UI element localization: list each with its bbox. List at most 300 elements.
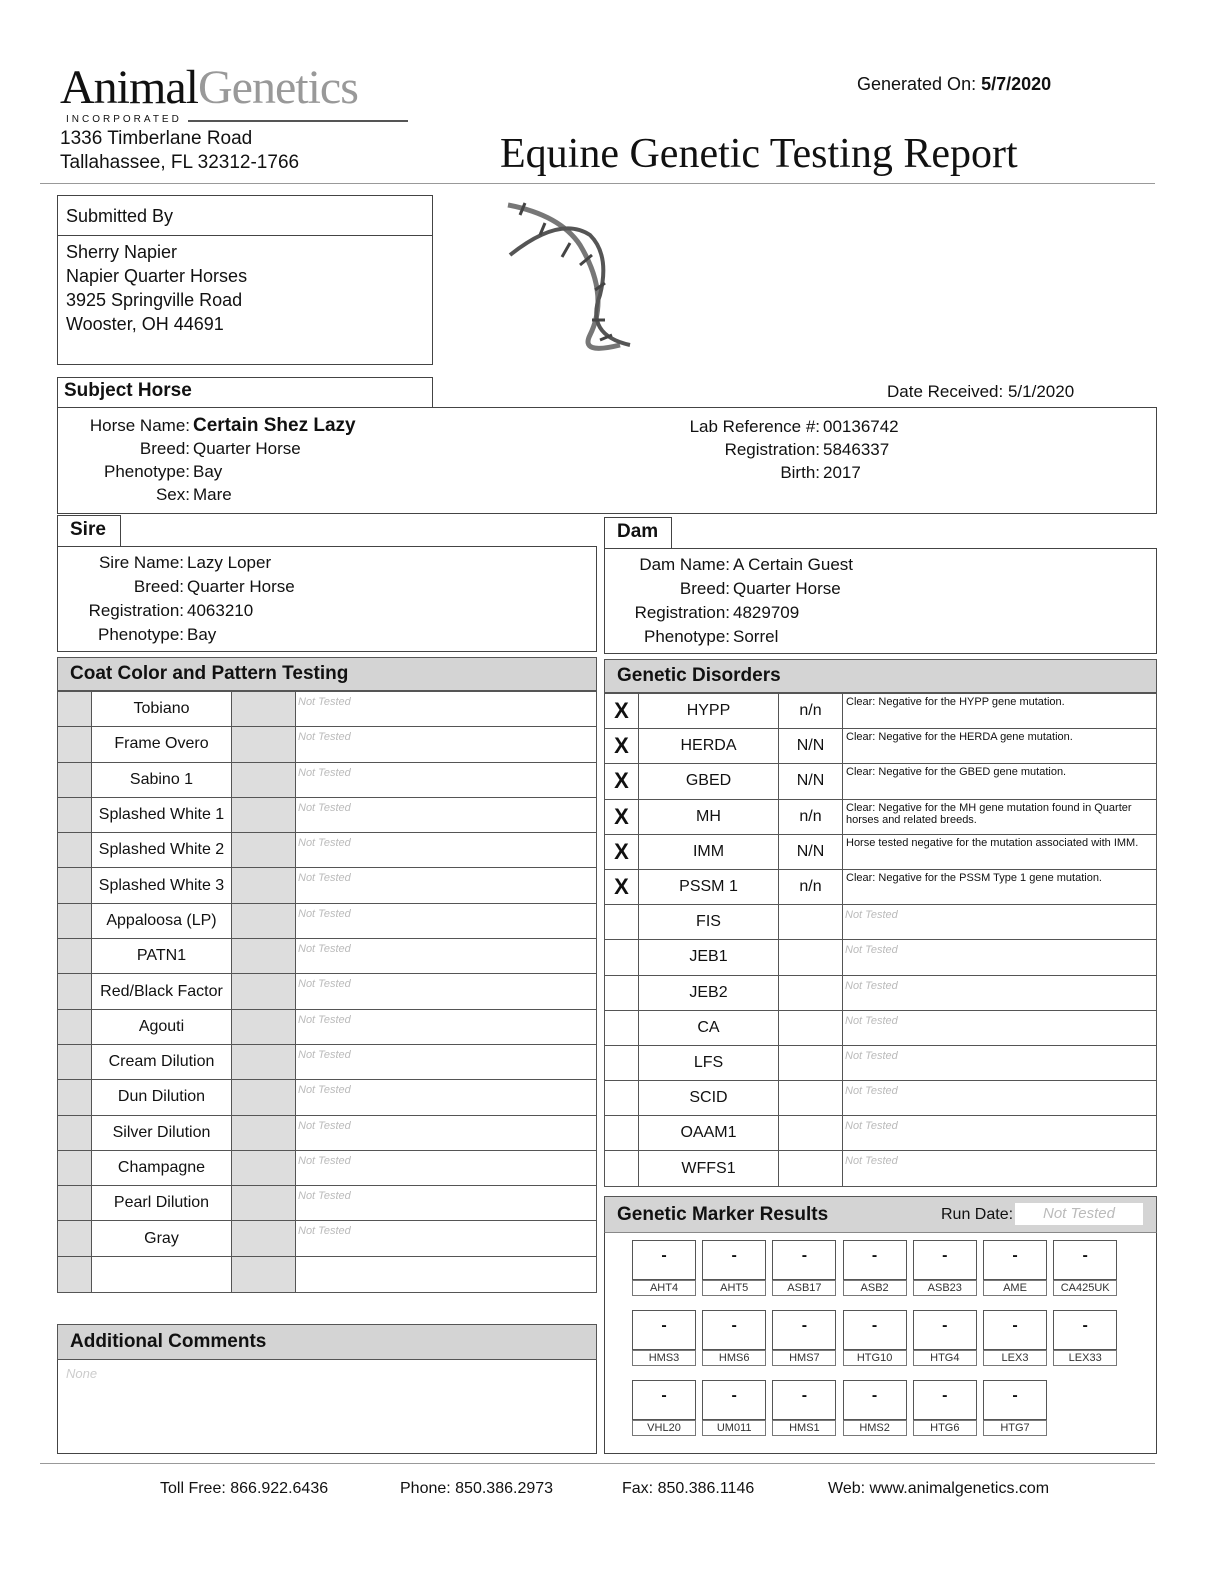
sire-values [187,551,295,647]
marker-label: AHT5 [702,1280,766,1296]
marker-cell [1053,1240,1117,1296]
disorder-mark [605,905,639,940]
disorder-result [779,1010,843,1045]
coat-check-cell [58,833,92,868]
marker-label: HTG4 [913,1350,977,1366]
registration-label: Registration: [724,440,820,459]
coat-not-tested-cell [296,833,597,868]
disorder-not-tested-cell [843,1045,1157,1080]
marker-label: ASB2 [843,1280,907,1296]
marker-label: HTG10 [843,1350,907,1366]
coat-test-name: Sabino 1 [92,762,232,797]
coat-check-cell [58,1115,92,1150]
disorder-result [779,1116,843,1151]
breed-label: Breed: [139,439,190,458]
disorder-mark [605,975,639,1010]
coat-check-cell [58,727,92,762]
marker-value: - [843,1240,907,1280]
marker-cell [702,1310,766,1366]
marker-value: - [1053,1310,1117,1350]
coat-check-cell [58,1221,92,1256]
disorder-not-tested-cell [843,1081,1157,1116]
subject-values [193,414,356,506]
coat-check-cell [58,1080,92,1115]
phenotype-value: Bay [193,462,223,481]
disorder-row [605,1081,1157,1116]
disorder-result [779,905,843,940]
marker-label: HMS3 [632,1350,696,1366]
coat-not-tested: Not Tested [298,1013,351,1026]
marker-cell [913,1380,977,1436]
marker-cell [913,1240,977,1296]
disorder-not-tested-cell [843,1116,1157,1151]
coat-not-tested-cell [296,1009,597,1044]
disorder-mark: X [605,799,639,834]
coat-not-tested-cell [296,1256,597,1292]
submitted-by-lines [58,236,432,336]
coat-test-name: Appaloosa (LP) [92,903,232,938]
disorder-row [605,694,1157,729]
disorder-row [605,1116,1157,1151]
subject-horse-tab [57,377,433,407]
disorder-name: WFFS1 [639,1151,779,1186]
coat-result-cell [232,797,296,832]
marker-cell [1053,1310,1117,1366]
marker-label: HMS2 [843,1420,907,1436]
footer-toll-free: Toll Free: 866.922.6436 [160,1480,329,1497]
coat-check-cell [58,692,92,727]
coat-row [58,833,597,868]
dam-name-label: Dam Name: [639,555,730,574]
disorder-name: MH [639,799,779,834]
subject-labels [60,414,190,506]
disorder-mark: X [605,729,639,764]
coat-test-name-empty [92,1256,232,1292]
coat-not-tested: Not Tested [298,1190,351,1203]
disorders-table [604,693,1157,1187]
markers-section-header [604,1196,1157,1232]
marker-label: LEX33 [1053,1350,1117,1366]
marker-cell [772,1380,836,1436]
coat-not-tested-cell [296,1080,597,1115]
report-title: Equine Genetic Testing Report [500,131,1018,177]
coat-not-tested-cell [296,1115,597,1150]
dam-name: A Certain Guest [733,555,854,574]
lab-ref-value: 00136742 [823,417,899,436]
disorder-not-tested: Not Tested [845,1155,898,1168]
coat-result-cell [232,833,296,868]
disorder-mark: X [605,869,639,904]
coat-row [58,903,597,938]
coat-result-cell [232,868,296,903]
disorder-name: HYPP [639,694,779,729]
dam-registration-label: Registration: [634,603,730,622]
dam-labels [604,553,730,649]
coat-check-cell [58,1186,92,1221]
generated-label: Generated On: [857,74,977,94]
company-address-line2: Tallahassee, FL 32312-1766 [60,152,300,173]
marker-label: VHL20 [632,1420,696,1436]
coat-result-cell [232,1186,296,1221]
coat-result-cell [232,692,296,727]
disorder-name: SCID [639,1081,779,1116]
disorder-row [605,940,1157,975]
run-date-value: Not Tested [1015,1203,1143,1225]
marker-cell [843,1310,907,1366]
comments-box [57,1360,597,1454]
disorder-description: Clear: Negative for the HERDA gene mutation. [843,729,1157,764]
marker-cell [632,1380,696,1436]
submitted-line: Napier Quarter Horses [66,266,248,286]
disorder-name: JEB2 [639,975,779,1010]
coat-row [58,1150,597,1185]
coat-row [58,1009,597,1044]
marker-label: HTG6 [913,1420,977,1436]
disorder-name: PSSM 1 [639,869,779,904]
marker-cell [632,1240,696,1296]
coat-test-name: PATN1 [92,939,232,974]
marker-cell [843,1240,907,1296]
dam-values [733,553,853,649]
coat-not-tested-cell [296,1044,597,1079]
marker-label: UM011 [702,1420,766,1436]
coat-not-tested: Not Tested [298,766,351,779]
marker-value: - [632,1240,696,1280]
coat-not-tested-cell [296,939,597,974]
marker-value: - [702,1240,766,1280]
sire-breed-label: Breed: [133,577,184,596]
coat-section-header: Coat Color and Pattern Testing [57,657,597,691]
sire-phenotype: Bay [187,625,217,644]
coat-not-tested: Not Tested [298,943,351,956]
disorder-result: n/n [779,799,843,834]
coat-test-name: Cream Dilution [92,1044,232,1079]
disorder-row [605,799,1157,834]
coat-test-name: Frame Overo [92,727,232,762]
disorder-name: FIS [639,905,779,940]
disorder-row [605,975,1157,1010]
marker-value: - [772,1380,836,1420]
horse-name: Certain Shez Lazy [193,415,356,436]
coat-row [58,1115,597,1150]
header-divider [40,183,1155,184]
marker-value: - [843,1310,907,1350]
coat-check-cell [58,903,92,938]
marker-cell [913,1310,977,1366]
marker-value: - [632,1310,696,1350]
submitted-line: Wooster, OH 44691 [66,314,224,334]
disorder-not-tested: Not Tested [845,979,898,992]
disorder-row [605,729,1157,764]
disorder-row [605,764,1157,799]
marker-value: - [1053,1240,1117,1280]
sire-tab [57,515,121,547]
dam-breed-label: Breed: [679,579,730,598]
disorder-result: N/N [779,834,843,869]
coat-not-tested: Not Tested [298,1048,351,1061]
coat-not-tested: Not Tested [298,978,351,991]
coat-not-tested-cell [296,727,597,762]
coat-test-name: Gray [92,1221,232,1256]
dna-helix-icon [500,195,650,365]
marker-cell [983,1310,1047,1366]
coat-check-cell [58,1150,92,1185]
disorders-section-header: Genetic Disorders [604,659,1157,693]
date-received-value: 5/1/2020 [1007,382,1075,401]
dam-tab [604,517,672,548]
disorder-not-tested-cell [843,975,1157,1010]
coat-not-tested: Not Tested [298,837,351,850]
company-address [60,127,299,175]
coat-result-cell [232,903,296,938]
coat-row [58,727,597,762]
coat-not-tested-cell [296,762,597,797]
disorder-not-tested-cell [843,1151,1157,1186]
coat-row [58,1186,597,1221]
sire-phenotype-label: Phenotype: [97,625,184,644]
coat-check-cell [58,797,92,832]
coat-row [58,762,597,797]
disorder-not-tested-cell [843,905,1157,940]
disorder-not-tested: Not Tested [845,1014,898,1027]
coat-result-cell [232,1009,296,1044]
coat-not-tested-cell [296,903,597,938]
disorder-result: n/n [779,694,843,729]
coat-check-cell [58,1256,92,1292]
coat-check-cell [58,974,92,1009]
marker-value: - [983,1310,1047,1350]
coat-result-cell [232,1256,296,1292]
coat-row [58,939,597,974]
coat-not-tested-cell [296,974,597,1009]
coat-not-tested: Not Tested [298,696,351,708]
disorder-row [605,1151,1157,1186]
coat-test-name: Tobiano [92,692,232,727]
marker-value: - [772,1240,836,1280]
marker-label: HMS7 [772,1350,836,1366]
coat-not-tested: Not Tested [298,907,351,920]
disorder-not-tested-cell [843,940,1157,975]
markers-header: Genetic Marker Results [617,1203,829,1225]
disorder-row [605,1010,1157,1045]
sire-name-label: Sire Name: [98,553,184,572]
coat-not-tested: Not Tested [298,731,351,744]
marker-value: - [632,1380,696,1420]
footer-web[interactable]: Web: www.animalgenetics.com [828,1480,1050,1497]
disorder-name: LFS [639,1045,779,1080]
coat-test-name: Pearl Dilution [92,1186,232,1221]
run-date-label: Run Date: [941,1205,1014,1223]
dam-header: Dam [617,521,659,542]
coat-test-name: Splashed White 1 [92,797,232,832]
coat-result-cell [232,974,296,1009]
coat-not-tested-cell [296,1186,597,1221]
marker-label: ASB17 [772,1280,836,1296]
disorder-name: GBED [639,764,779,799]
disorder-mark [605,940,639,975]
coat-check-cell [58,939,92,974]
coat-not-tested-cell [296,797,597,832]
coat-not-tested: Not Tested [298,1119,351,1132]
marker-value: - [772,1310,836,1350]
dam-registration: 4829709 [733,603,800,622]
coat-table [57,691,597,1293]
comments-text: None [66,1366,98,1381]
disorder-result [779,1151,843,1186]
disorder-mark [605,1151,639,1186]
disorder-mark [605,1010,639,1045]
generated-on [857,74,1051,95]
coat-not-tested: Not Tested [298,872,351,885]
sex-value: Mare [193,485,232,504]
marker-label: AME [983,1280,1047,1296]
disorder-description: Clear: Negative for the HYPP gene mutation. [843,694,1157,729]
disorder-result [779,1081,843,1116]
coat-row [58,797,597,832]
dam-breed: Quarter Horse [733,579,841,598]
disorder-not-tested: Not Tested [845,1085,898,1098]
coat-not-tested-cell [296,868,597,903]
generated-date: 5/7/2020 [981,74,1052,94]
coat-row [58,868,597,903]
marker-label: CA425UK [1053,1280,1117,1296]
coat-row [58,974,597,1009]
disorder-not-tested: Not Tested [845,1049,898,1062]
footer-phone: Phone: 850.386.2973 [400,1480,554,1497]
disorder-name: JEB1 [639,940,779,975]
coat-row [58,1080,597,1115]
marker-cell [983,1380,1047,1436]
coat-result-cell [232,1150,296,1185]
disorder-not-tested: Not Tested [845,1120,898,1133]
subject-horse-header: Subject Horse [64,380,192,401]
marker-label: LEX3 [983,1350,1047,1366]
disorder-not-tested-cell [843,1010,1157,1045]
marker-value: - [983,1240,1047,1280]
marker-value: - [702,1310,766,1350]
marker-label: AHT4 [632,1280,696,1296]
coat-test-name: Silver Dilution [92,1115,232,1150]
disorder-mark: X [605,834,639,869]
registration-value: 5846337 [823,440,890,459]
marker-value: - [913,1310,977,1350]
marker-value: - [983,1380,1047,1420]
disorder-result: n/n [779,869,843,904]
disorder-row [605,905,1157,940]
phenotype-label: Phenotype: [103,462,190,481]
logo-word-animal: Animal [60,61,198,114]
coat-result-cell [232,1080,296,1115]
coat-not-tested: Not Tested [298,1225,351,1238]
comments-section-header: Additional Comments [57,1324,597,1360]
date-received [887,382,1074,402]
lab-values [823,415,899,484]
sex-label: Sex: [155,485,190,504]
marker-label: HTG7 [983,1420,1047,1436]
disorder-mark [605,1081,639,1116]
coat-result-cell [232,939,296,974]
sire-name: Lazy Loper [187,553,272,572]
birth-label: Birth: [780,463,820,482]
footer-divider [40,1463,1155,1464]
lab-ref-label: Lab Reference #: [689,417,820,436]
submitted-line: Sherry Napier [66,242,178,262]
coat-not-tested: Not Tested [298,801,351,814]
submitted-by-box [57,195,433,365]
disorder-row [605,834,1157,869]
coat-result-cell [232,1115,296,1150]
disorder-mark: X [605,694,639,729]
disorder-not-tested: Not Tested [845,909,898,922]
coat-result-cell [232,727,296,762]
disorder-row [605,869,1157,904]
disorder-result [779,940,843,975]
marker-value: - [843,1380,907,1420]
disorder-not-tested: Not Tested [845,944,898,957]
coat-row [58,1221,597,1256]
submitted-by-header: Submitted By [58,196,432,236]
disorder-mark: X [605,764,639,799]
coat-not-tested-cell [296,692,597,727]
sire-registration: 4063210 [187,601,254,620]
coat-not-tested: Not Tested [298,1154,351,1167]
coat-row-empty [58,1256,597,1292]
coat-check-cell [58,1044,92,1079]
coat-check-cell [58,1009,92,1044]
coat-result-cell [232,762,296,797]
disorder-row [605,1045,1157,1080]
coat-row [58,1044,597,1079]
breed-value: Quarter Horse [193,439,301,458]
sire-labels [60,551,184,647]
coat-test-name: Splashed White 3 [92,868,232,903]
disorder-mark [605,1116,639,1151]
marker-cell [772,1240,836,1296]
company-logo [60,60,358,115]
date-received-label: Date Received: [887,382,1004,401]
marker-label: ASB23 [913,1280,977,1296]
coat-result-cell [232,1221,296,1256]
company-address-line1: 1336 Timberlane Road [60,128,253,149]
disorder-mark [605,1045,639,1080]
coat-result-cell [232,1044,296,1079]
coat-check-cell [58,762,92,797]
disorder-result [779,1045,843,1080]
marker-cell [843,1380,907,1436]
coat-not-tested: Not Tested [298,1084,351,1097]
disorder-name: HERDA [639,729,779,764]
coat-test-name: Champagne [92,1150,232,1185]
marker-cell [772,1310,836,1366]
dam-phenotype-label: Phenotype: [643,627,730,646]
coat-not-tested-cell [296,1221,597,1256]
marker-cell [702,1380,766,1436]
disorder-result: N/N [779,729,843,764]
disorder-description: Clear: Negative for the PSSM Type 1 gene mutation. [843,869,1157,904]
marker-cell [632,1310,696,1366]
marker-label: HMS6 [702,1350,766,1366]
sire-registration-label: Registration: [88,601,184,620]
coat-test-name: Agouti [92,1009,232,1044]
coat-test-name: Red/Black Factor [92,974,232,1009]
coat-check-cell [58,868,92,903]
lab-labels [640,415,820,484]
coat-row [58,692,597,727]
disorder-name: OAAM1 [639,1116,779,1151]
marker-value: - [702,1380,766,1420]
marker-cell [983,1240,1047,1296]
disorder-description: Clear: Negative for the MH gene mutation found in Quarter horses and related breeds. [843,799,1157,834]
